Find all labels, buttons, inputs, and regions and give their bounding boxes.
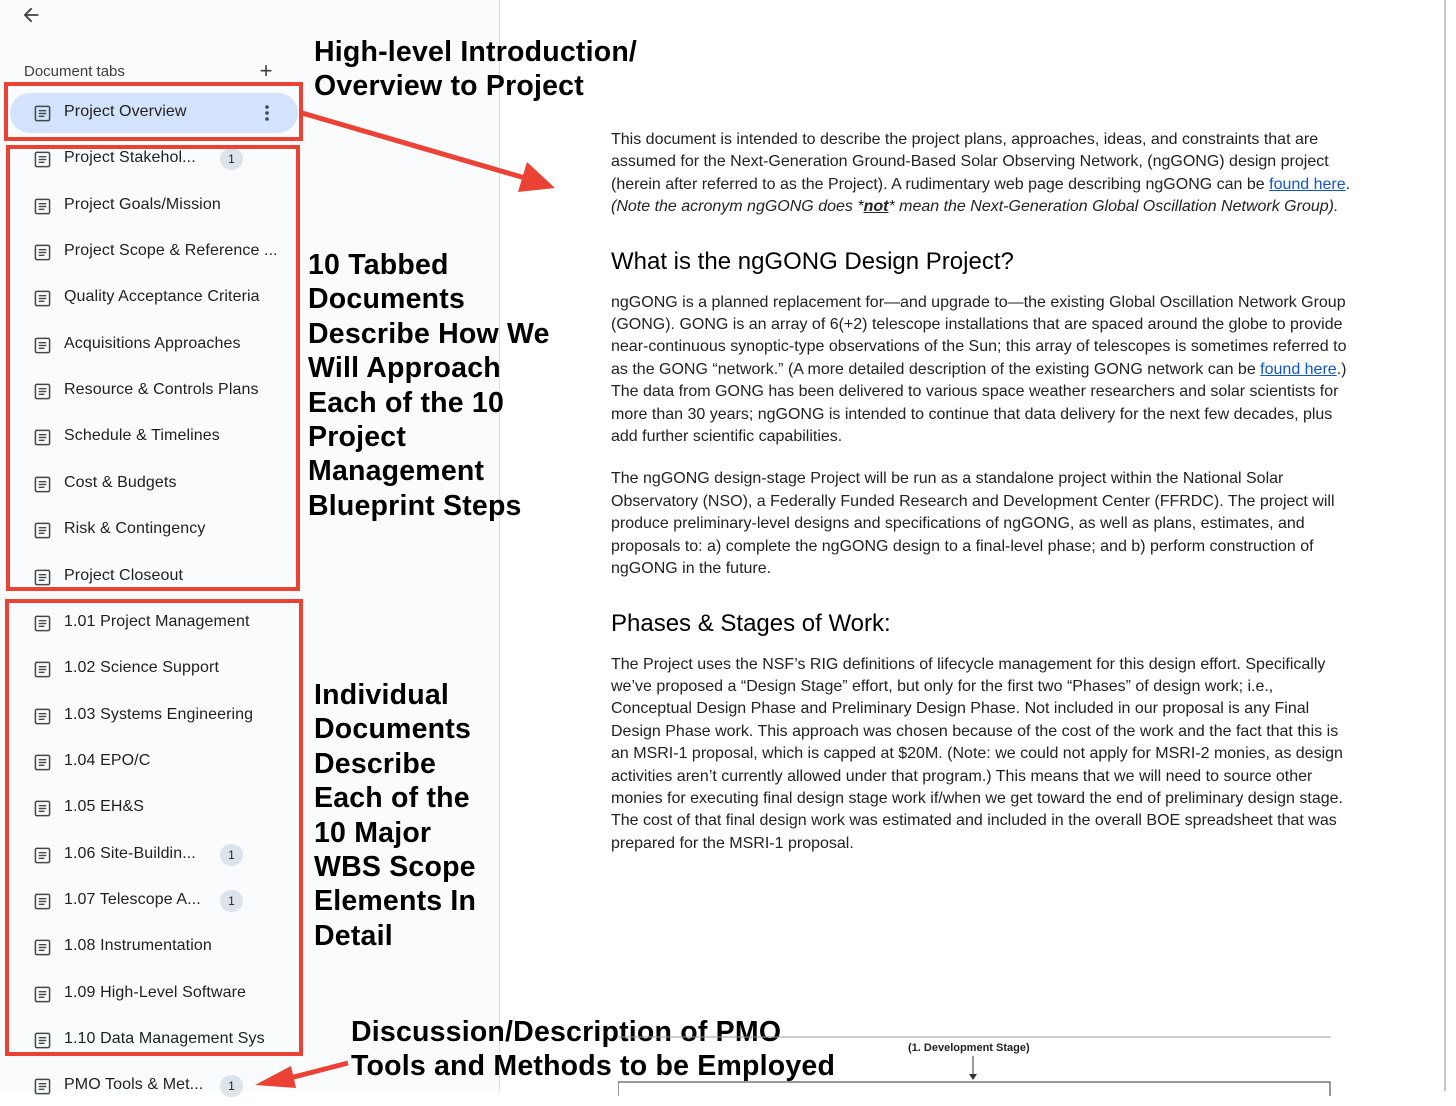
tab-label: 1.05 EH&S	[64, 798, 145, 816]
tab-label: Acquisitions Approaches	[64, 334, 241, 352]
tab-label: 1.03 Systems Engineering	[64, 705, 254, 723]
tab-label: Cost & Budgets	[64, 473, 177, 491]
tab-label: Schedule & Timelines	[64, 427, 220, 445]
annotation-pmo-tools: Discussion/Description of PMO Tools and Methods to be Employed	[351, 1016, 836, 1083]
tab-label: Project Goals/Mission	[64, 195, 221, 213]
tab-label: Risk & Contingency	[64, 520, 206, 538]
paragraph-gong: ngGONG is a planned replacement for—and upgrade to—the existing Global Oscillation Network Group (GONG). GONG is an array of 6(+2) telescope installations that are spaced around the globe to provide near-continuous synoptic-type observations of the Sun; this array of telescopes is sometimes referred to as the GONG “network.” (A more detailed description of the existing GONG network can be found here.) The data from GONG has been delivered to various space weather researchers and solar scientists for more than 30 years; ngGONG is intended to continue that data delivery for the next few decades, plus add further scientific capabilities.	[611, 293, 1347, 446]
annotation-individual-documents: Individual Documents Describe Each of the 10 Major WBS Scope Elements In Detail	[314, 679, 477, 952]
comment-count-badge: 1	[220, 148, 243, 170]
tab-label: Project Overview	[64, 103, 187, 120]
tab-label: 1.07 Telescope A...	[64, 890, 201, 908]
diagram-stage-label: (1. Development Stage)	[908, 1042, 1030, 1054]
annotation-box-wbs-elements	[5, 599, 303, 1056]
comment-count-badge: 1	[220, 1075, 243, 1097]
tab-label: Project Stakehol...	[64, 149, 196, 167]
tab-label: 1.08 Instrumentation	[64, 937, 212, 955]
tab-label: 1.09 High-Level Software	[64, 983, 247, 1001]
document-body	[611, 129, 1351, 855]
tab-label: 1.01 Project Management	[64, 612, 250, 630]
tab-label: 1.10 Data Management Sys	[64, 1030, 265, 1047]
paragraph-phases: The Project uses the NSF’s RIG definitions of lifecycle management for this design effort. Specifically we’ve proposed a “Design Stage” effort, but only for the first two “Phases” of design work; i.e., Conceptual Design Phase and Preliminary Design Phase. Not included in our proposal is any Final Design Phase work. This approach was chosen because of the cost of the work and the fact that this is an MSRI-1 proposal, which is capped at $20M. (Note: we could not apply for MSRI-2 monies, as design activities aren’t currently allowed under that program.) This means that we will need to source other monies for executing final design stage work if/when we get toward the end of preliminary design stage. The cost of that final design work was estimated and included in the overall BOE spreadsheet that was prepared for the MSRI-1 proposal.	[611, 655, 1343, 852]
tab-label: Project Closeout	[64, 566, 183, 584]
back-arrow-icon[interactable]	[18, 2, 44, 28]
annotation-box-overview	[4, 82, 303, 141]
tab-label: 1.06 Site-Buildin...	[64, 844, 196, 862]
tab-label: PMO Tools & Met...	[64, 1076, 204, 1094]
tab-label: Quality Acceptance Criteria	[64, 288, 260, 306]
document-icon	[34, 1078, 51, 1095]
comment-count-badge: 1	[220, 844, 243, 866]
annotation-box-blueprint-steps	[6, 145, 300, 591]
intro-paragraph: This document is intended to describe the project plans, approaches, ideas, and constraints that are assumed for the Next-Generation Ground-Based Solar Observing Network, (ngGONG) design project (herein after referred to as the Project). A rudimentary web page describing ngGONG can be found here. (Note the acronym ngGONG does *not* mean the Next-Generation Global Oscillation Network Group).	[611, 131, 1351, 216]
tab-label: 1.04 EPO/C	[64, 751, 151, 769]
annotation-tabbed-documents: 10 Tabbed Documents Describe How We Will Approach Each of the 10 Project Management Blueprint Steps	[308, 249, 550, 522]
tab-label: Resource & Controls Plans	[64, 381, 259, 399]
page-edge	[1444, 0, 1446, 1091]
tab-label: Project Scope & Reference ...	[64, 242, 278, 260]
tab-label: 1.02 Science Support	[64, 659, 219, 677]
document-tabs-header: Document tabs	[24, 63, 125, 80]
plus-icon[interactable]: +	[259, 58, 273, 83]
tab-item[interactable]	[10, 1066, 298, 1106]
paragraph-design-stage: The ngGONG design-stage Project will be run as a standalone project within the National Solar Observatory (NSO), a Federally Funded Research and Development Center (FFRDC). The project will produce preliminary-level designs and specifications of ngGONG, as well as plans, estimates, and proposals to: a) complete the ngGONG design to a final-level phase; and b) perform construction of ngGONG in the future.	[611, 470, 1335, 578]
heading-phases: Phases & Stages of Work:	[611, 609, 891, 637]
gong-link[interactable]: found here	[1260, 360, 1337, 378]
annotation-intro: High-level Introduction/ Overview to Project	[314, 36, 638, 103]
ngGONG-link[interactable]: found here	[1269, 175, 1346, 193]
comment-count-badge: 1	[220, 890, 243, 912]
heading-what-is: What is the ngGONG Design Project?	[611, 247, 1014, 275]
